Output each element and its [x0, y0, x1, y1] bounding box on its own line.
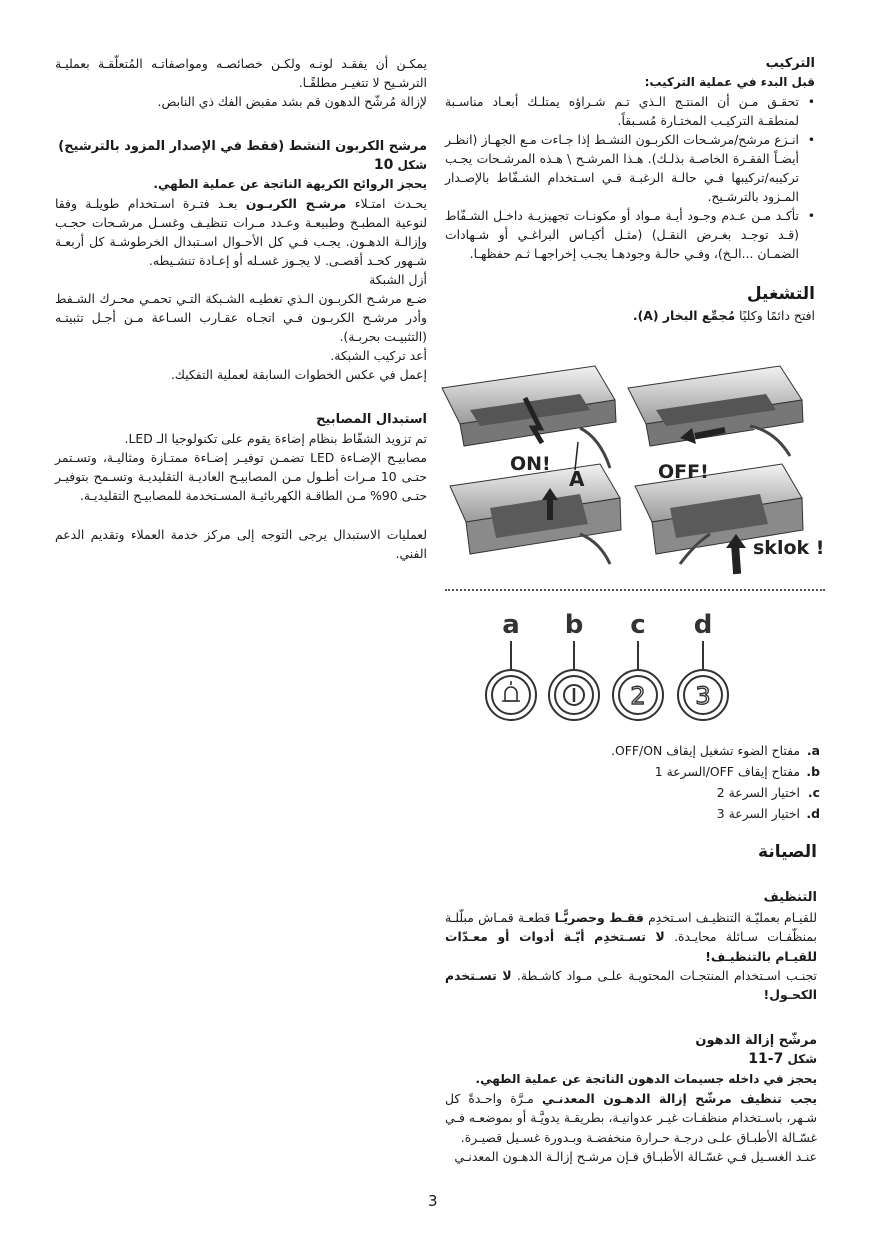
operation-text-b: مُجمِّع البخار (A).: [632, 308, 736, 323]
carbon-p2-c: بعـد فتـرة اسـتخدام طويلـة وفقا لنوعية المطبـخ وطبيعـة وعـدد مـرات تنظيـف وغسـل مرشـحات حجـب وإزالـة الدهـون. يجـب فـي كل الأحـوال اسـتبدال الخرطوشـة كل أربعـة شـهور كحـد أقصـى. لا يجـوز غسـله أو إعـادة تنشـيطه.: [55, 196, 427, 268]
lamps-p1: تم تزويد الشفّاط بنظام إضاءة يقوم على تكنولوجيا الـ LED.: [124, 431, 427, 446]
legend-text: اختيار السرعة 3: [716, 806, 800, 821]
hood-illustration-bottom-left: [450, 464, 621, 564]
grease-continued: يمكـن أن يفقـد لونـه ولكـن خصائصـه ومواصفاتـه المُتعلّقـة بعمليـة الترشـيح لا تتغيـر مطلقًـا.: [55, 56, 427, 90]
legend-row: [470, 782, 820, 803]
legend-row: [470, 761, 820, 782]
grease-p3: عنـد الغسـيل فـي غسّـالة الأطبـاق فـإن مرشـح إزالـة الدهـون المعدنـي: [454, 1149, 817, 1165]
install-title: التركيب: [765, 56, 815, 71]
operation-text: [445, 306, 815, 325]
carbon-p1: يحجز الروائح الكريهة الناتجة عن عملية الطهي.: [153, 177, 427, 191]
off-label: OFF!: [658, 461, 709, 483]
on-label: ON!: [510, 453, 551, 475]
panel-letter-b: b: [564, 610, 584, 640]
panel-letter-d: d: [693, 610, 713, 640]
grease-p2-a: يجب تنظيف مرشّح إزالة الدهـون المعدنـي: [541, 1091, 818, 1107]
page-number: 3: [428, 1192, 438, 1210]
carbon-figure-ref: [55, 156, 427, 175]
install-bullet: • انـزع مرشح/مرشـحات الكربـون النشـط إذا جـاءت مـع الجهـاز (انظـر أيضـاً الفقـرة الخاصـة بذلـك). هـذا المرشـح \ هـذه المرشـحات يجـب تركيبه/تركيبها فـي حالـة الرغبـة فـي اسـتخدام الشـفّاط بالإصـدار المـزود بالترشـيح.: [445, 130, 799, 206]
speed-3-icon: 3: [695, 682, 711, 710]
lamps-title: استبدال المصابيح: [316, 412, 427, 427]
operation-text-a: افتح دائمًا وكليًا: [735, 308, 815, 323]
install-bullet: • تحقـق مـن أن المنتـج الـذي تـم شـراؤه يمتلـك أبعـاد مناسـبة لمنطقـة التركيـب المختـارة مُسـبقاً.: [445, 92, 799, 130]
left-column: [55, 54, 427, 563]
legend-row: [470, 740, 820, 761]
sklok-label: sklok !: [753, 537, 825, 559]
cleaning-paragraph: [445, 908, 817, 966]
speed-2-icon: 2: [630, 682, 646, 710]
grease-p1: يحجز في داخله جسيمات الدهون الناتجة عن عملية الطهي.: [475, 1071, 817, 1086]
carbon-p5: أعد تركيب الشبكة.: [330, 348, 427, 363]
legend-key: a.: [806, 743, 820, 758]
cleaning-title: التنظيف: [763, 890, 817, 906]
panel-letter-a: a: [502, 610, 520, 640]
install-bullet: • تأكـد مـن عـدم وجـود أيـة مـواد أو مكونـات تجهيزيـة داخـل الشـفّاط (قـد توجـد بغـرض النقـل) (مثـل أكيـاس البراغـي أو شـهادات الضمـان ...الـخ)، وفـي حالـة وجودهـا يجـب إخراجهـا ثـم حفظهـا.: [445, 206, 799, 263]
legend-text: مفتاح إيقاف OFF/السرعة 1: [654, 764, 800, 779]
carbon-p3: أزل الشبكة: [369, 272, 427, 287]
carbon-fig-num: 10: [373, 157, 394, 173]
control-panel-figure: [470, 605, 770, 725]
grease-fig-num: 7-11: [748, 1051, 784, 1068]
legend-row: [470, 803, 820, 824]
maintenance-title: الصيانة: [758, 842, 817, 862]
cleaning-p1-a: للقيـام بعمليّـة التنظيـف اسـتخدِم: [643, 909, 818, 925]
maintenance-section: [445, 843, 817, 1167]
cleaning-p2-b: لا تسـتخدم الكحـول!: [445, 968, 817, 1003]
legend-text: اختيار السرعة 2: [716, 785, 800, 800]
hood-illustration-top-right: [628, 366, 803, 456]
cleaning-p1-d: لا تسـتخدِم أيّـة أدوات أو معـدّات للقيـام بالتنظيـف!: [445, 929, 817, 964]
carbon-filter-title: مرشح الكربون النشط (فقط في الإصدار المزود بالترشيح): [58, 139, 427, 154]
legend-key: b.: [806, 764, 820, 779]
grease-p2: [445, 1089, 817, 1147]
legend-key: c.: [807, 785, 820, 800]
carbon-p2-b: مرشـح الكربـون: [245, 196, 347, 211]
cleaning-p2-a: تجنـب اسـتخدام المنتجـات المحتويـة علـى مـواد كاشـطة.: [511, 968, 818, 984]
install-subtitle: قبل البدء في عملية التركيب:: [644, 75, 815, 89]
panel-letter-c: c: [630, 610, 646, 640]
grease-p2-b: مـرَّة واحـدةً كل شـهر، باسـتخدام منظفـات غيـر عدوانيـة، بطريقـة يدويَّـة أو بموضعـه فـي غسّـالة الأطبـاق علـى درجـة حـرارة منخفضـة وبـدورة غسـيل قصيـرة.: [445, 1091, 817, 1145]
grease-figure-ref: [445, 1050, 817, 1069]
lamps-p3: لعمليات الاستبدال يرجى التوجه إلى مركز خدمة العملاء وتقديم الدعم الفني.: [55, 527, 427, 561]
install-bullets: [445, 92, 815, 263]
controls-legend: [470, 740, 820, 824]
carbon-p2-a: يحـدث امتـلاء: [346, 196, 427, 211]
cleaning-p1-c: قطعـة قمـاش مبلّلـة بمنظّفـات سـائلة محايـدة.: [445, 909, 817, 945]
legend-key: d.: [806, 806, 820, 821]
operation-title: التشغيل: [746, 284, 815, 304]
damper-a-label: A: [569, 467, 585, 491]
carbon-p6: إعمل في عكس الخطوات السابقة لعملية التفكيك.: [170, 367, 427, 382]
right-column: [445, 54, 815, 325]
cleaning-p1-b: فقـط وحصريًّـا: [554, 909, 644, 925]
grease-filter-title: مرشّح إزالة الدهون: [695, 1032, 817, 1048]
carbon-fig-label: شكل: [393, 158, 427, 172]
grease-remove: لإزالة مُرشّح الدهون قم بشد مقبض الفك ذي النابض.: [157, 94, 427, 109]
dotted-separator: [445, 589, 825, 591]
carbon-p2: [55, 194, 427, 270]
carbon-p4: ضـع مرشـح الكربـون الـذي تغطيـه الشـبكة التـي تحمـي محـرك الشـفط وأدر مرشـح الكربـون فـي اتجـاه عقـارب السـاعة مـن أجـل تثبيتـه (التثبيـت بحربـة).: [55, 291, 427, 344]
hood-operation-figure: [430, 358, 830, 584]
grease-fig-label: شكل: [783, 1052, 817, 1067]
lamps-p2: مصابيـح الإضـاءة LED تضمـن توفيـر إضـاءة ممتـازة ومثاليـة، وتسـتمر حتـى 10 مـرات أطـول مـن المصابيـح العاديـة التقليديـة وتسـمح بتوفيـر حتـى 90% مـن الطاقـة الكهربائيـة المسـتخدمة للمصابيـح التقليديـة.: [55, 450, 427, 503]
cleaning-warning: [445, 966, 817, 1005]
legend-text: مفتاح الضوء تشغيل إيقاف OFF/ON.: [611, 743, 800, 758]
